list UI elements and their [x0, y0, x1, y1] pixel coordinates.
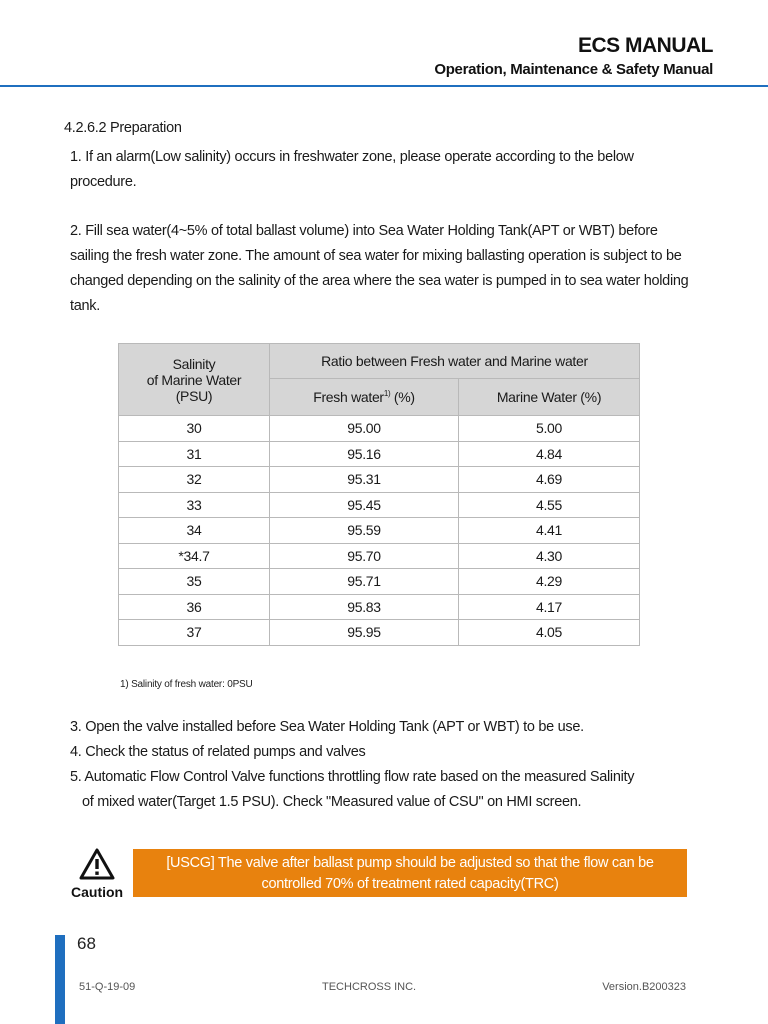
table-row	[119, 467, 640, 493]
paragraph-1: 1. If an alarm(Low salinity) occurs in freshwater zone, please operate according to the below procedure.	[70, 149, 634, 190]
cell-fresh-water: 95.45	[270, 492, 459, 518]
cell-fresh-water: 95.83	[270, 594, 459, 620]
table-row	[119, 543, 640, 569]
cell-fresh-water: 95.00	[270, 416, 459, 442]
cell-fresh-water: 95.31	[270, 467, 459, 493]
caution-box	[133, 849, 687, 897]
header-title: ECS MANUAL	[578, 34, 713, 57]
footer-company: TECHCROSS INC.	[322, 981, 417, 993]
table-row	[119, 620, 640, 646]
cell-fresh-water: 95.16	[270, 441, 459, 467]
header-marine-water: Marine Water (%)	[459, 379, 640, 416]
table-row	[119, 569, 640, 595]
caution-text-line-1: [USCG] The valve after ballast pump should be adjusted so that the flow can be	[166, 855, 654, 871]
cell-salinity: 33	[119, 492, 270, 518]
cell-marine-water: 4.30	[459, 543, 640, 569]
header-fresh-footnote-mark: 1)	[383, 389, 391, 398]
page-accent-bar	[55, 935, 65, 1024]
table-row	[119, 492, 640, 518]
header-salinity-line-1: Salinity	[172, 355, 216, 372]
cell-salinity: *34.7	[119, 543, 270, 569]
cell-marine-water: 4.41	[459, 518, 640, 544]
header-fresh-water	[270, 379, 459, 416]
page-number: 68	[77, 934, 96, 953]
cell-marine-water: 4.05	[459, 620, 640, 646]
procedure-steps	[70, 715, 710, 815]
warning-triangle-icon	[79, 848, 115, 880]
cell-salinity: 35	[119, 569, 270, 595]
caution-label: Caution	[71, 884, 124, 900]
footer-version: Version.B200323	[602, 981, 686, 993]
step-5: 5. Automatic Flow Control Valve functions throttling flow rate based on the measured Salinity	[70, 769, 635, 785]
header-salinity	[119, 344, 270, 416]
cell-salinity: 31	[119, 441, 270, 467]
cell-marine-water: 4.55	[459, 492, 640, 518]
cell-marine-water: 4.69	[459, 467, 640, 493]
header-subtitle: Operation, Maintenance & Safety Manual	[434, 61, 713, 78]
table-row	[119, 594, 640, 620]
salinity-ratio-table	[118, 343, 640, 646]
step-5-continued: of mixed water(Target 1.5 PSU). Check "Measured value of CSU" on HMI screen.	[82, 794, 582, 810]
cell-salinity: 37	[119, 620, 270, 646]
paragraph-2: 2. Fill sea water(4~5% of total ballast volume) into Sea Water Holding Tank(APT or WBT) before sailing the fresh water zone. The amount of sea water for mixing ballasting operation is subject to be changed depending on the salinity of the area where the sea water is pumped in to sea water holding tank.	[70, 223, 689, 314]
section-heading: 4.2.6.2 Preparation	[64, 120, 182, 136]
cell-salinity: 36	[119, 594, 270, 620]
step-3: 3. Open the valve installed before Sea Water Holding Tank (APT or WBT) to be use.	[70, 719, 584, 735]
header-fresh-label: Fresh water	[313, 389, 384, 405]
cell-marine-water: 4.29	[459, 569, 640, 595]
table-footnote: 1) Salinity of fresh water: 0PSU	[120, 679, 253, 690]
cell-salinity: 30	[119, 416, 270, 442]
cell-fresh-water: 95.70	[270, 543, 459, 569]
cell-fresh-water: 95.71	[270, 569, 459, 595]
cell-salinity: 34	[119, 518, 270, 544]
footer-doc-code: 51-Q-19-09	[79, 981, 136, 993]
cell-marine-water: 5.00	[459, 416, 640, 442]
caution-text-line-2: controlled 70% of treatment rated capacity(TRC)	[261, 876, 559, 892]
cell-fresh-water: 95.59	[270, 518, 459, 544]
header-rule	[0, 85, 768, 87]
header-salinity-line-2: of Marine Water	[146, 371, 242, 388]
table-row	[119, 416, 640, 442]
step-4: 4. Check the status of related pumps and valves	[70, 744, 366, 760]
header-ratio: Ratio between Fresh water and Marine water	[270, 344, 640, 379]
header-salinity-line-3: (PSU)	[175, 387, 213, 404]
table-row	[119, 518, 640, 544]
table-row	[119, 441, 640, 467]
cell-marine-water: 4.84	[459, 441, 640, 467]
cell-fresh-water: 95.95	[270, 620, 459, 646]
header-fresh-unit: (%)	[390, 389, 415, 405]
cell-marine-water: 4.17	[459, 594, 640, 620]
cell-salinity: 32	[119, 467, 270, 493]
